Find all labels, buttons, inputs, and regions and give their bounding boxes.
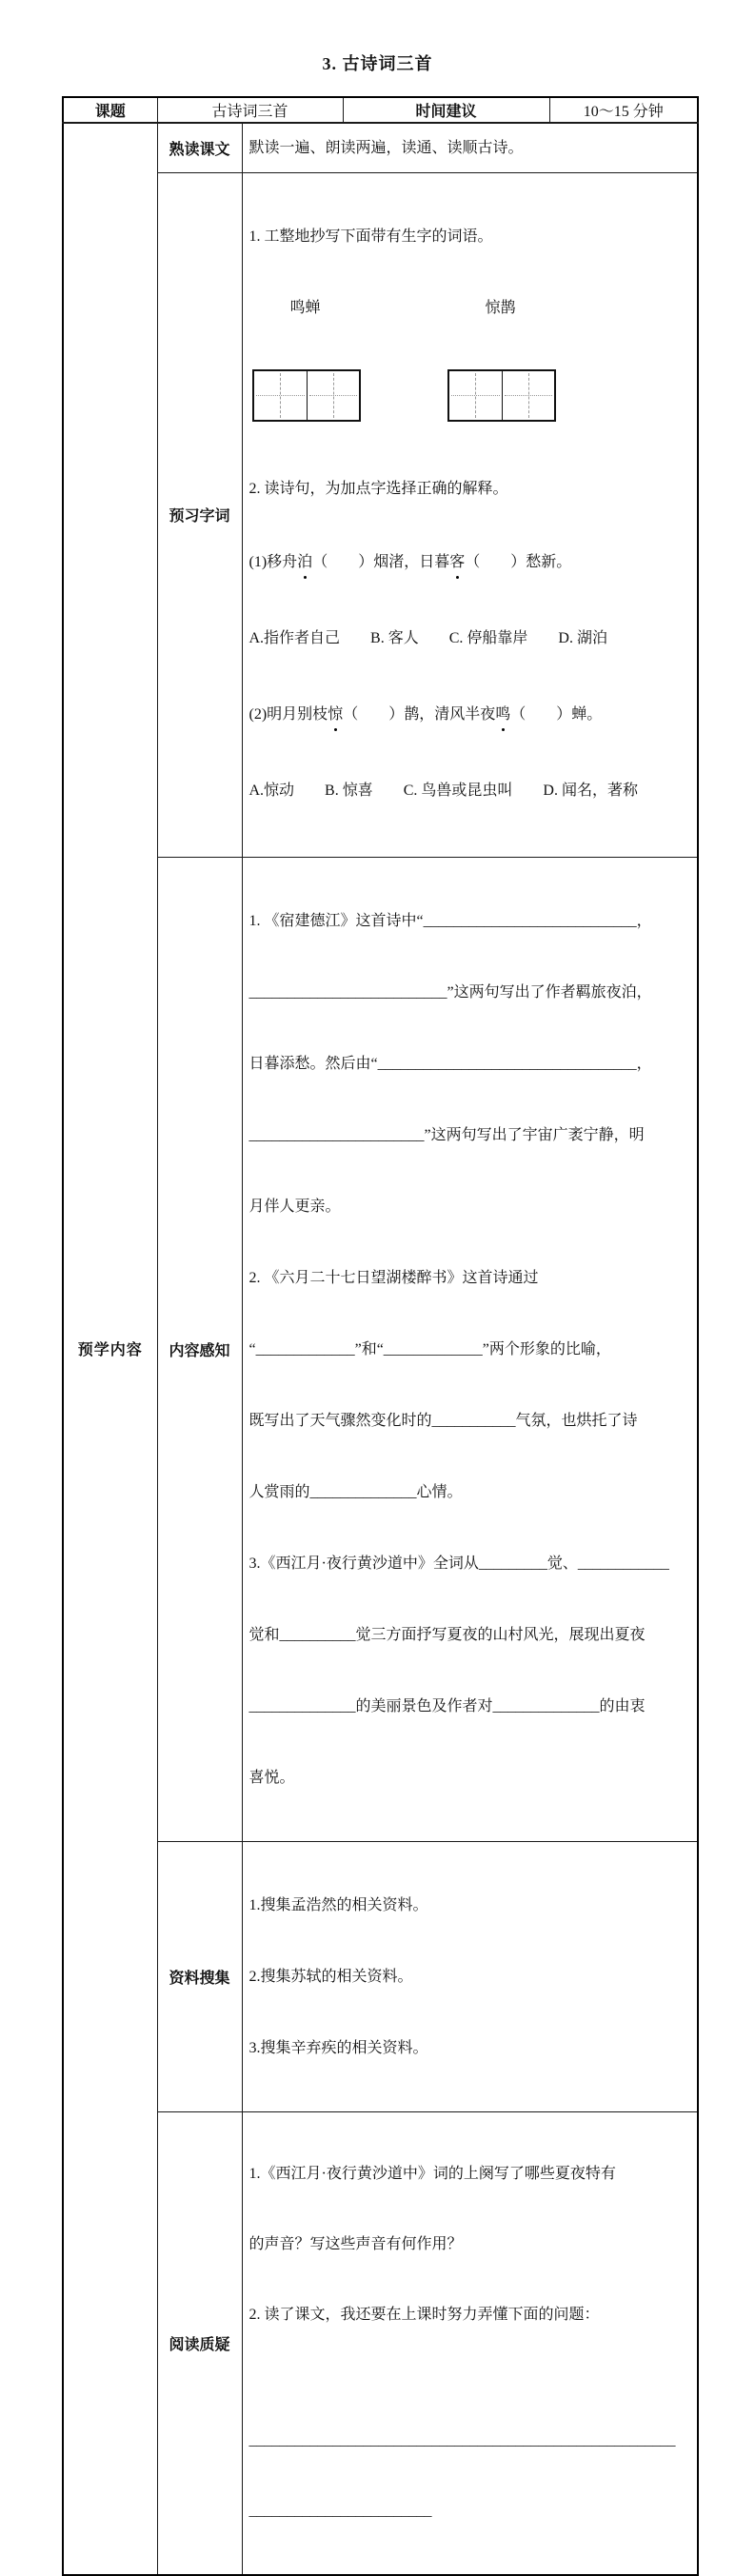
section-label-ziliao: 资料搜集 — [157, 1841, 242, 2111]
ganzhi-line: 1. 《宿建德江》这首诗中“____________________________， — [248, 912, 652, 929]
ganzhi-line: 既写出了天气骤然变化时的___________气氛，也烘托了诗 — [248, 1412, 638, 1429]
ziliao-line: 1.搜集孟浩然的相关资料。 — [248, 1896, 428, 1913]
ganzhi-line: 月伴人更亲。 — [248, 1198, 341, 1215]
writing-grid-right — [447, 369, 556, 422]
section-label-shudu: 熟读课文 — [157, 123, 242, 172]
row-zhiyi — [63, 2111, 698, 2575]
ganzhi-line: 觉和__________觉三方面抒写夏夜的山村风光，展现出夏夜 — [248, 1626, 646, 1643]
row-ziliao — [63, 1841, 698, 2111]
shudu-text: 默读一遍、朗读两遍，读通、读顺古诗。 — [242, 123, 698, 172]
writing-grids — [252, 369, 692, 422]
writing-grid-left — [252, 369, 361, 422]
header-row — [63, 97, 698, 123]
ganzhi-line: 3.《西江月·夜行黄沙道中》全词从_________觉、____________ — [248, 1555, 669, 1572]
grid-cell — [307, 371, 359, 420]
word-labels — [252, 297, 692, 320]
ganzhi-line: 2. 《六月二十七日望湖楼醉书》这首诗通过 — [248, 1269, 539, 1286]
ziliao-content — [242, 1841, 698, 2111]
yuxi-options-1: A.指作者自己 B. 客人 C. 停船靠岸 D. 湖泊 — [248, 629, 607, 646]
zhiyi-line: 1.《西江月·夜行黄沙道中》词的上阕写了哪些夏夜特有 — [248, 2165, 616, 2182]
ganzhi-line: “_____________”和“_____________”两个形象的比喻， — [248, 1340, 611, 1357]
ganzhi-line: _______________________”这两句写出了宇宙广袤宁静，明 — [248, 1126, 645, 1143]
yuxi-question-1: (1)移舟泊（ ）烟渚，日暮客（ ）愁新。 — [249, 548, 692, 577]
yuxi-options-2: A.惊动 B. 惊喜 C. 鸟兽或昆虫叫 D. 闻名，著称 — [248, 782, 638, 799]
word-label-jingque: 惊鹊 — [485, 299, 516, 316]
zhiyi-line: 2. 读了课文，我还要在上课时努力弄懂下面的问题： — [248, 2306, 600, 2323]
answer-blank-line-short: ________________________ — [248, 2502, 432, 2519]
ziliao-line: 3.搜集辛弃疾的相关资料。 — [248, 2039, 428, 2056]
yuxi-content — [242, 172, 698, 857]
ganzhi-line: 日暮添愁。然后由“__________________________________， — [248, 1055, 652, 1072]
ganzhi-line: __________________________”这两句写出了作者羁旅夜泊， — [248, 983, 652, 1001]
grid-cell — [254, 371, 307, 420]
ganzhi-line: 人赏雨的______________心情。 — [248, 1483, 463, 1500]
dotted-character: 鸣 — [495, 701, 510, 729]
row-yuxi — [63, 172, 698, 857]
ganzhi-content — [242, 857, 698, 1841]
dotted-character: 泊 — [297, 548, 312, 577]
answer-blank-line-long: ________________________________________________________ — [248, 2431, 676, 2448]
worksheet-table — [62, 96, 699, 2576]
header-course-value: 古诗词三首 — [157, 97, 343, 123]
yuxi-item2: 2. 读诗句，为加点字选择正确的解释。 — [248, 480, 508, 497]
ganzhi-line: ______________的美丽景色及作者对______________的由衷 — [248, 1697, 646, 1714]
dotted-character: 惊 — [328, 701, 343, 729]
section-label-yuxi: 预习字词 — [157, 172, 242, 857]
row-shudu — [63, 123, 698, 172]
header-course-label: 课题 — [63, 97, 157, 123]
grid-cell — [449, 371, 502, 420]
header-time-value: 10～15 分钟 — [549, 97, 698, 123]
word-label-mingchan: 鸣蝉 — [289, 299, 321, 316]
header-time-label: 时间建议 — [343, 97, 549, 123]
section-label-zhiyi: 阅读质疑 — [157, 2111, 242, 2575]
yuxi-question-2: (2)明月别枝惊（ ）鹊，清风半夜鸣（ ）蝉。 — [249, 701, 692, 729]
dotted-character: 客 — [449, 548, 465, 577]
grid-cell — [502, 371, 554, 420]
row-ganzhi — [63, 857, 698, 1841]
section-label-ganzhi: 内容感知 — [157, 857, 242, 1841]
side-label-preview-content: 预学内容 — [63, 123, 157, 2575]
zhiyi-line: 的声音？写这些声音有何作用？ — [248, 2235, 463, 2252]
zhiyi-content — [242, 2111, 698, 2575]
ziliao-line: 2.搜集苏轼的相关资料。 — [248, 1968, 413, 1985]
blank-space — [249, 2374, 692, 2382]
page-title: 3. 古诗词三首 — [322, 54, 433, 73]
yuxi-item1: 1. 工整地抄写下面带有生字的词语。 — [248, 228, 493, 245]
ganzhi-line: 喜悦。 — [248, 1769, 295, 1786]
